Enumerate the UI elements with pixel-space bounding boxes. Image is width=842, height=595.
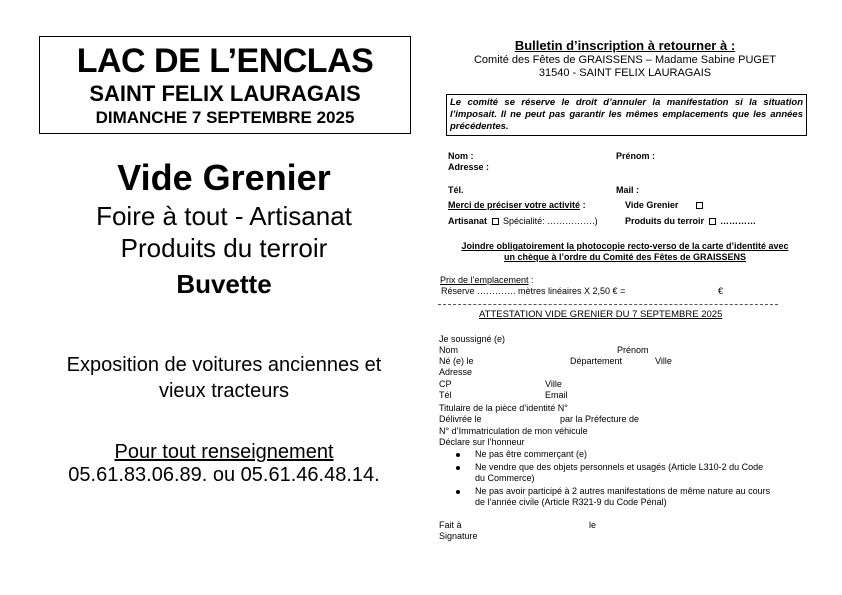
phone-numbers: 05.61.83.06.89. ou 05.61.46.48.14.	[68, 464, 380, 486]
att-nom: Nom	[439, 345, 459, 355]
vide-grenier-label: Vide Grenier	[625, 200, 679, 210]
att-signature: Signature	[439, 531, 478, 541]
form-activite-label	[448, 200, 586, 211]
att-adresse: Adresse	[439, 367, 473, 377]
produits-checkbox[interactable]	[709, 218, 716, 225]
joindre-line-1: Joindre obligatoirement la photocopie recto-verso de la carte d’identité avec	[461, 241, 789, 251]
event-location-title: LAC DE L’ENCLAS	[76, 42, 374, 80]
attestation-title: ATTESTATION VIDE GRENIER DU 7 SEPTEMBRE 2025	[479, 309, 723, 320]
att-soussigne: Je soussigné (e)	[439, 334, 506, 344]
exposition-text	[20, 352, 428, 404]
att-bullet-1-text: Ne pas être commerçant (e)	[475, 449, 588, 459]
activite-text: Merci de préciser votre activité	[448, 200, 581, 210]
form-nom-label: Nom :	[448, 151, 474, 161]
bulletin-title: Bulletin d’inscription à retourner à :	[514, 38, 736, 53]
prix-colon: :	[528, 275, 534, 285]
form-tel-label: Tél.	[448, 185, 464, 195]
att-bullet-3	[456, 486, 770, 508]
info-label: Pour tout renseignement	[114, 441, 334, 463]
produits-option[interactable]	[625, 216, 756, 227]
event-line-buvette: Buvette	[176, 269, 272, 299]
form-adresse-label: Adresse :	[448, 162, 490, 172]
activite-colon: :	[580, 200, 586, 210]
att-email: Email	[545, 390, 568, 400]
att-cp: CP	[439, 379, 452, 389]
att-fait-a: Fait à	[439, 520, 462, 530]
bulletin-address-2: 31540 - SAINT FELIX LAURAGAIS	[538, 67, 712, 79]
joindre-notice	[440, 241, 810, 263]
reserve-line: Réserve …………. mètres linéaires X 2,50 € =	[441, 286, 626, 296]
att-tel: Tél	[439, 390, 452, 400]
att-prefecture: par la Préfecture de	[560, 414, 640, 424]
att-immatriculation: N° d’Immatriculation de mon véhicule	[439, 426, 588, 436]
specialite-label: Spécialité: …………….)	[503, 216, 598, 226]
bullet-icon	[456, 466, 460, 470]
att-titulaire: Titulaire de la pièce d’identité N°	[439, 403, 568, 413]
att-bullet-3-line-1: Ne pas avoir participé à 2 autres manifestations de même nature au cours	[475, 486, 771, 496]
att-bullet-2-line-1: Ne vendre que des objets personnels et usagés (Article L310-2 du Code	[475, 462, 764, 472]
bullet-icon	[456, 490, 460, 494]
att-declare: Déclare sur l’honneur	[439, 437, 525, 447]
att-ville-2: Ville	[545, 379, 562, 389]
exposition-line-2: vieux tracteurs	[158, 380, 290, 402]
exposition-line-1: Exposition de voitures anciennes et	[66, 354, 382, 376]
event-town: SAINT FELIX LAURAGAIS	[89, 81, 361, 106]
att-le: le	[589, 520, 597, 530]
artisanat-option[interactable]	[448, 216, 598, 227]
joindre-line-2: un chèque à l’ordre du Comité des Fêtes de GRAISSENS	[503, 252, 747, 262]
event-name: Vide Grenier	[117, 157, 331, 198]
att-departement: Département	[570, 356, 623, 366]
event-line-foire: Foire à tout - Artisanat	[96, 201, 352, 231]
vide-grenier-checkbox[interactable]	[696, 202, 703, 209]
att-bullet-2	[456, 462, 763, 484]
bulletin-address-1: Comité des Fêtes de GRAISSENS – Madame Sabine PUGET	[473, 54, 777, 66]
att-ne-le: Né (e) le	[439, 356, 474, 366]
dashed-separator	[438, 304, 778, 305]
att-bullet-3-line-2: de l’année civile (Article R321-9 du Code Pénal)	[475, 497, 667, 507]
produits-label: Produits du terroir	[625, 216, 705, 226]
form-prenom-label: Prénom :	[616, 151, 656, 161]
form-mail-label: Mail :	[616, 185, 640, 195]
reserve-euro: €	[718, 286, 724, 296]
vide-grenier-option[interactable]	[625, 200, 705, 211]
produits-dots: …………	[720, 216, 757, 226]
prix-label-text: Prix de l’emplacement	[440, 275, 529, 285]
att-delivree: Délivrée le	[439, 414, 482, 424]
att-bullet-1	[456, 449, 587, 460]
att-ville: Ville	[655, 356, 672, 366]
att-bullet-2-line-2: du Commerce)	[475, 473, 535, 483]
event-line-produits: Produits du terroir	[120, 233, 328, 263]
bullet-icon	[456, 453, 460, 457]
att-prenom: Prénom	[617, 345, 649, 355]
event-date: DIMANCHE 7 SEPTEMBRE 2025	[95, 108, 355, 127]
title-box	[39, 36, 411, 134]
prix-label	[440, 275, 534, 286]
artisanat-label: Artisanat	[448, 216, 488, 226]
artisanat-checkbox[interactable]	[492, 218, 499, 225]
notice-box: Le comité se réserve le droit d’annuler la manifestation si la situation l’imposait. Il ne peut pas garantir les mêmes emplacements que les années précédentes.	[446, 94, 807, 136]
